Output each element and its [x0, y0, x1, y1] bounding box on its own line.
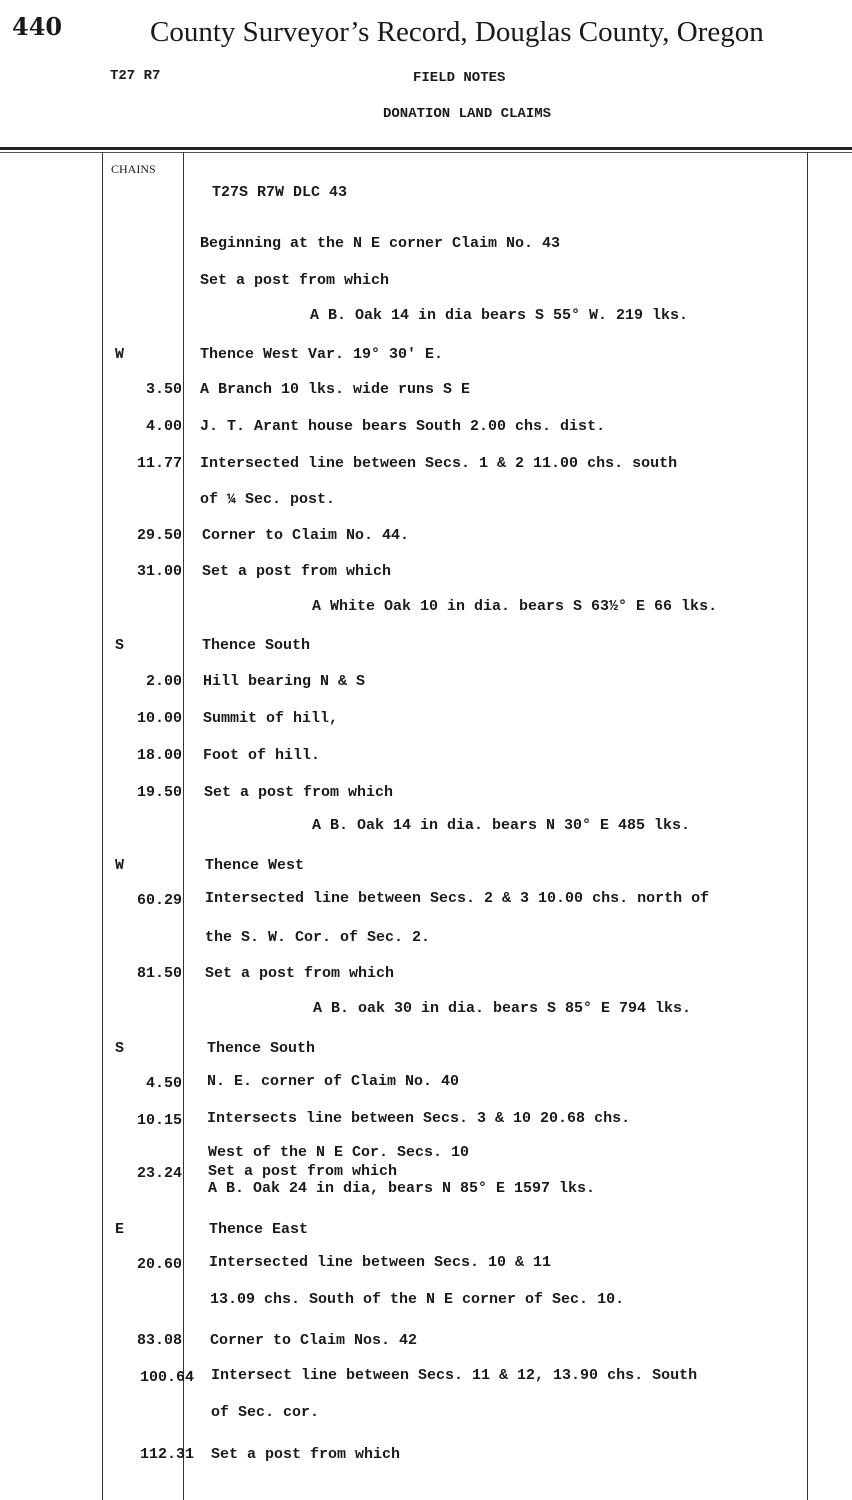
note-text: Foot of hill. — [203, 747, 321, 764]
note-text: Intersected line between Secs. 1 & 2 11.00 chs. south — [200, 455, 678, 472]
chains-direction: S — [115, 637, 125, 654]
chains-value: 100.64 — [139, 1369, 194, 1386]
chains-direction: W — [115, 857, 125, 874]
donation-land-claims-heading: DONATION LAND CLAIMS — [383, 106, 552, 122]
note-text: of Sec. cor. — [211, 1404, 320, 1421]
chains-value: 2.00 — [145, 673, 182, 690]
note-text: Set a post from which — [205, 965, 395, 982]
note-text: A B. Oak 14 in dia bears S 55° W. 219 lks. — [310, 307, 689, 324]
chains-value: 10.15 — [136, 1112, 182, 1129]
right-border — [807, 152, 808, 1500]
note-text: Corner to Claim Nos. 42 — [210, 1332, 418, 1349]
note-text: Intersect line between Secs. 11 & 12, 13.90 chs. South — [211, 1367, 698, 1384]
note-text: Set a post from which — [204, 784, 394, 801]
note-text: Hill bearing N & S — [203, 673, 366, 690]
note-text: the S. W. Cor. of Sec. 2. — [205, 929, 431, 946]
note-text: Intersected line between Secs. 10 & 11 — [209, 1254, 552, 1271]
chains-direction: E — [115, 1221, 125, 1238]
note-text: A Branch 10 lks. wide runs S E — [200, 381, 471, 398]
note-text: 13.09 chs. South of the N E corner of Sec. 10. — [210, 1291, 625, 1308]
chains-column-header: CHAINS — [111, 162, 156, 176]
note-text: Thence East — [209, 1221, 309, 1238]
note-text: Thence West — [205, 857, 305, 874]
chains-value: 18.00 — [136, 747, 182, 764]
note-text: Intersected line between Secs. 2 & 3 10.00 chs. north of — [205, 890, 710, 907]
township-range-label: T27 R7 — [110, 68, 161, 84]
note-text: Corner to Claim No. 44. — [202, 527, 410, 544]
note-text: Thence South — [202, 637, 311, 654]
claim-reference: T27S R7W DLC 43 — [212, 184, 348, 201]
note-text: J. T. Arant house bears South 2.00 chs. dist. — [200, 418, 606, 435]
note-text: Thence West Var. 19° 30' E. — [200, 346, 444, 363]
note-text: A B. Oak 24 in dia, bears N 85° E 1597 lks. — [208, 1180, 596, 1197]
chains-value: 31.00 — [136, 563, 182, 580]
chains-value: 3.50 — [145, 381, 182, 398]
note-text: Set a post from which — [208, 1163, 398, 1180]
chains-value: 60.29 — [136, 892, 182, 909]
chains-value: 19.50 — [136, 784, 182, 801]
note-text: N. E. corner of Claim No. 40 — [207, 1073, 460, 1090]
page-title: County Surveyor’s Record, Douglas County, Oregon — [150, 16, 764, 48]
note-text: of ¼ Sec. post. — [200, 491, 336, 508]
chains-value: 4.50 — [145, 1075, 182, 1092]
note-text: Intersects line between Secs. 3 & 10 20.68 chs. — [207, 1110, 631, 1127]
chains-value: 23.24 — [136, 1165, 182, 1182]
note-text: West of the N E Cor. Secs. 10 — [208, 1144, 470, 1161]
chains-direction: W — [115, 346, 125, 363]
note-text: Set a post from which — [200, 272, 390, 289]
top-rule-thin — [0, 152, 852, 153]
note-text: Summit of hill, — [203, 710, 339, 727]
chains-value: 4.00 — [145, 418, 182, 435]
chains-value: 10.00 — [136, 710, 182, 727]
left-border — [102, 152, 103, 1500]
chains-value: 29.50 — [136, 527, 182, 544]
note-text: Beginning at the N E corner Claim No. 43 — [200, 235, 561, 252]
note-text: A B. Oak 14 in dia. bears N 30° E 485 lks. — [312, 817, 691, 834]
note-text: Thence South — [207, 1040, 316, 1057]
top-rule — [0, 147, 852, 150]
note-text: Set a post from which — [211, 1446, 401, 1463]
chains-value: 11.77 — [136, 455, 182, 472]
field-notes-heading: FIELD NOTES — [413, 70, 506, 86]
page-number: 440 — [12, 12, 63, 41]
chains-value: 20.60 — [136, 1256, 182, 1273]
chains-value: 83.08 — [136, 1332, 182, 1349]
chains-value: 81.50 — [136, 965, 182, 982]
note-text: A B. oak 30 in dia. bears S 85° E 794 lks. — [313, 1000, 692, 1017]
note-text: Set a post from which — [202, 563, 392, 580]
note-text: A White Oak 10 in dia. bears S 63½° E 66 lks. — [312, 598, 718, 615]
chains-value: 112.31 — [139, 1446, 194, 1463]
chains-direction: S — [115, 1040, 125, 1057]
